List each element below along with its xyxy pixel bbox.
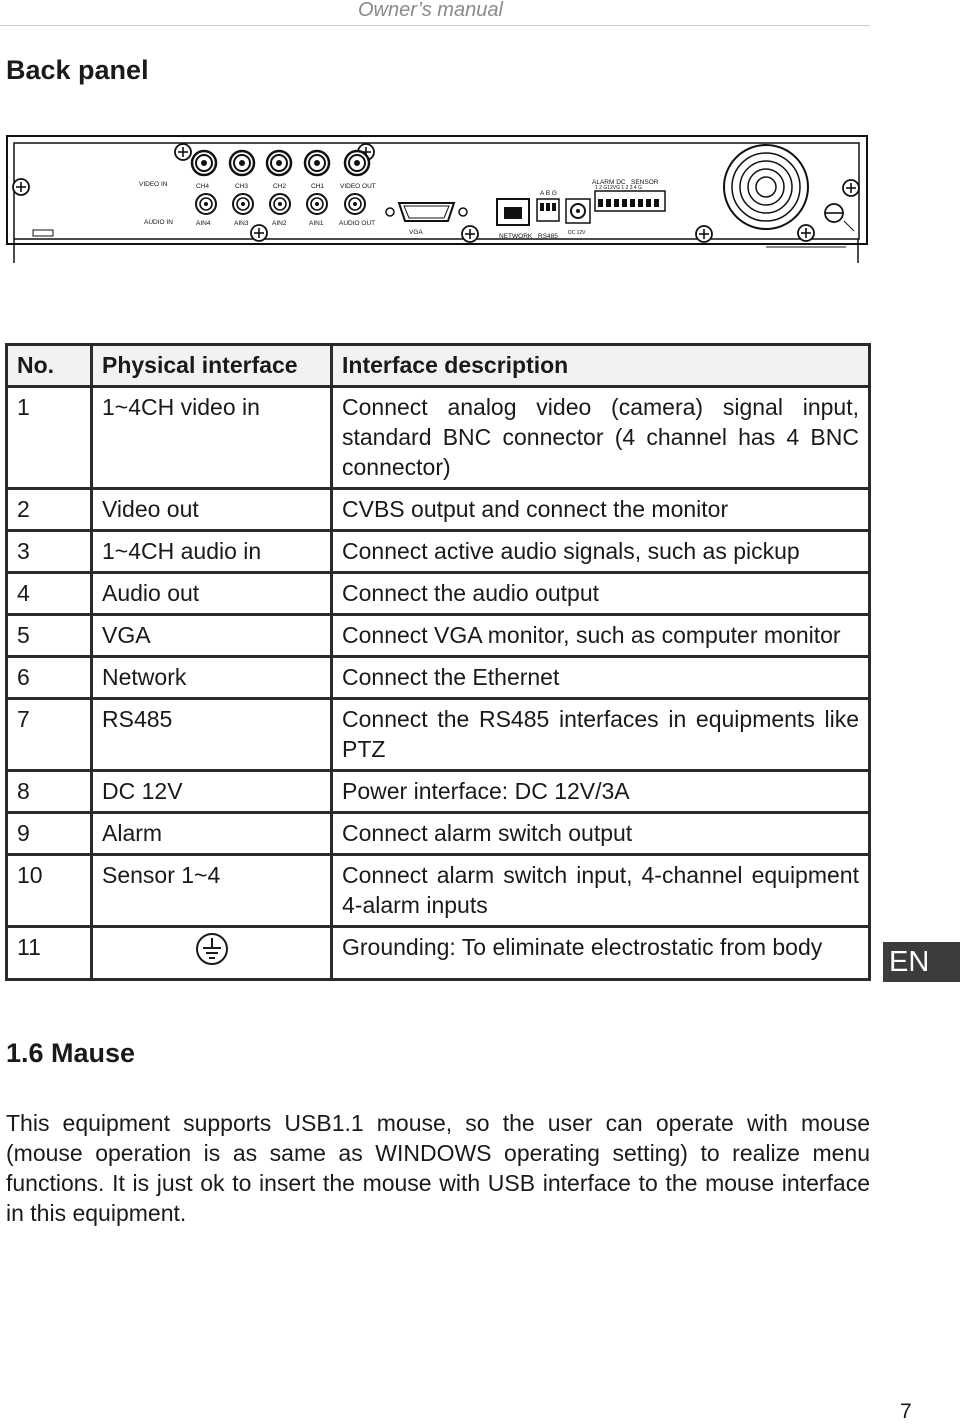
table-row <box>7 489 870 531</box>
row-description: CVBS output and connect the monitor <box>332 489 870 531</box>
row-interface: Audio out <box>92 573 332 615</box>
row-interface: RS485 <box>92 699 332 771</box>
row-interface: DC 12V <box>92 771 332 813</box>
table-row <box>7 771 870 813</box>
row-description: Connect VGA monitor, such as computer monitor <box>332 615 870 657</box>
row-number: 10 <box>7 855 92 927</box>
table-header-row <box>7 345 870 387</box>
row-interface: VGA <box>92 615 332 657</box>
section-heading: 1.6 Mause <box>6 1038 136 1068</box>
screw-icon <box>843 180 859 196</box>
label-ain2: AIN2 <box>272 220 287 227</box>
row-interface: Network <box>92 657 332 699</box>
label-pins: 1 2 G12VG 1 2 3 4 G <box>595 185 642 191</box>
label-rs485: RS485 <box>538 233 558 240</box>
row-description: Grounding: To eliminate electrostatic from body <box>332 927 870 980</box>
row-interface: 1~4CH audio in <box>92 531 332 573</box>
label-ain4: AIN4 <box>196 220 211 227</box>
label-ch1: CH1 <box>311 183 325 190</box>
row-number: 3 <box>7 531 92 573</box>
row-interface: Sensor 1~4 <box>92 855 332 927</box>
label-vga: VGA <box>409 229 423 236</box>
row-description: Connect analog video (camera) signal input, standard BNC connector (4 channel has 4 BNC connector) <box>332 387 870 489</box>
row-description: Connect the RS485 interfaces in equipments like PTZ <box>332 699 870 771</box>
section-body: This equipment supports USB1.1 mouse, so the user can operate with mouse (mouse operation is as same as WINDOWS operating setting) to realize menu functions. It is just ok to insert the mouse with USB interface to the mouse interface in this equipment. <box>6 1110 870 1226</box>
row-description: Power interface: DC 12V/3A <box>332 771 870 813</box>
row-number: 8 <box>7 771 92 813</box>
label-abg: A B G <box>540 190 557 197</box>
row-number: 2 <box>7 489 92 531</box>
page-number: 7 <box>900 1400 912 1423</box>
rs485-terminal-icon <box>537 199 559 221</box>
column-header-description: Interface description <box>332 345 870 387</box>
label-alarm-dc: ALARM DC <box>592 179 626 186</box>
table-row <box>7 615 870 657</box>
dc-power-jack-icon <box>566 199 590 223</box>
header-title: Owner’s manual <box>358 0 503 21</box>
row-number: 9 <box>7 813 92 855</box>
screw-icon <box>251 225 267 241</box>
label-ain3: AIN3 <box>234 220 249 227</box>
row-description: Connect alarm switch output <box>332 813 870 855</box>
label-ch4: CH4 <box>196 183 210 190</box>
label-dc12v: DC 12V <box>568 230 586 236</box>
label-video-out: VIDEO OUT <box>340 183 376 190</box>
row-number: 7 <box>7 699 92 771</box>
back-panel-diagram <box>6 135 871 265</box>
row-number: 11 <box>7 927 92 980</box>
screw-icon <box>175 144 191 160</box>
table-row <box>7 855 870 927</box>
row-description: Connect the Ethernet <box>332 657 870 699</box>
table-row <box>7 531 870 573</box>
label-ain1: AIN1 <box>309 220 324 227</box>
label-network: NETWORK <box>499 233 533 240</box>
row-interface <box>92 927 332 980</box>
label-video-in: VIDEO IN <box>139 181 168 188</box>
row-number: 4 <box>7 573 92 615</box>
label-ch3: CH3 <box>235 183 249 190</box>
language-badge: EN <box>883 942 960 982</box>
screw-icon <box>13 179 29 195</box>
label-ch2: CH2 <box>273 183 287 190</box>
label-audio-in: AUDIO IN <box>144 219 173 226</box>
row-number: 6 <box>7 657 92 699</box>
row-description: Connect active audio signals, such as pickup <box>332 531 870 573</box>
row-interface: Video out <box>92 489 332 531</box>
column-header-no: No. <box>7 345 92 387</box>
ethernet-port-icon <box>497 199 529 225</box>
label-audio-out: AUDIO OUT <box>339 220 376 227</box>
row-description: Connect the audio output <box>332 573 870 615</box>
header-rule <box>0 25 870 26</box>
ground-symbol-icon <box>194 932 230 966</box>
row-interface: 1~4CH video in <box>92 387 332 489</box>
terminal-block-icon <box>595 191 665 211</box>
screw-icon <box>696 226 712 242</box>
table-row <box>7 813 870 855</box>
column-header-interface: Physical interface <box>92 345 332 387</box>
row-number: 5 <box>7 615 92 657</box>
row-number: 1 <box>7 387 92 489</box>
table-row <box>7 573 870 615</box>
screw-icon <box>462 226 478 242</box>
screw-icon <box>798 225 814 241</box>
row-description: Connect alarm switch input, 4-channel equipment 4-alarm inputs <box>332 855 870 927</box>
page-heading: Back panel <box>6 55 149 85</box>
label-sensor: SENSOR <box>631 179 659 186</box>
table-row <box>7 657 870 699</box>
row-interface: Alarm <box>92 813 332 855</box>
table-row <box>7 699 870 771</box>
table-row <box>7 927 870 980</box>
interface-table <box>5 343 871 981</box>
table-row <box>7 387 870 489</box>
